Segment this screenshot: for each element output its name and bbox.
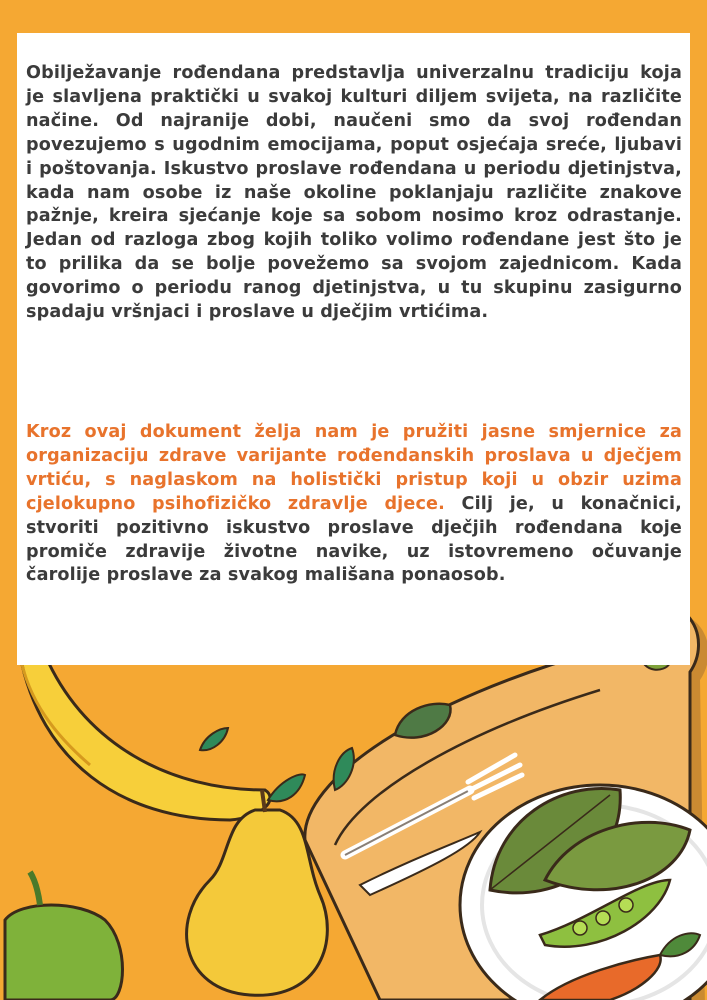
text-panel: [17, 33, 690, 665]
purpose-paragraph: [26, 421, 682, 588]
purpose-rest: Cilj je, u konačnici, stvoriti pozitivno iskustvo proslave dječjih rođendana koje promiče zdravije životne navike, uz istovremeno očuvanje čarolije proslave za svakog mališana ponaosob.: [26, 493, 682, 586]
banana-icon: [20, 640, 270, 820]
purpose-highlight: Kroz ovaj dokument želja nam je pružiti jasne smjernice za organizaciju zdrave varijante rođendanskih proslava u dječjem vrtiću, s naglaskom na holistički pristup koji u obzir uzima cjelokupno psihofizičko zdravlje djece.: [26, 422, 682, 514]
leaf-icon: [200, 728, 228, 750]
green-pepper-icon: [5, 872, 123, 1000]
intro-paragraph: Obilježavanje rođendana predstavlja univerzalnu tradiciju koja je slavljena praktički u svakoj kulturi diljem svijeta, na različite načine. Od najranije dobi, naučeni smo da svoj rođendan povezujemo s ugodnim emocijama, poput osjećaja sreće, ljubavi i poštovanja. Iskustvo proslave rođendana u periodu djetinjstva, kada nam osobe iz naše okoline poklanjaju različite znakove pažnje, kreira sjećanje koje sa sobom nosimo kroz odrastanje. Jedan od razloga zbog kojih toliko volimo rođendane jest što je to prilika da se bolje povežemo sa svojom zajednicom. Kada govorimo o periodu ranog djetinjstva, u tu skupinu zasigurno spadaju vršnjaci i proslave u dječjim vrtićima.: [26, 63, 682, 323]
